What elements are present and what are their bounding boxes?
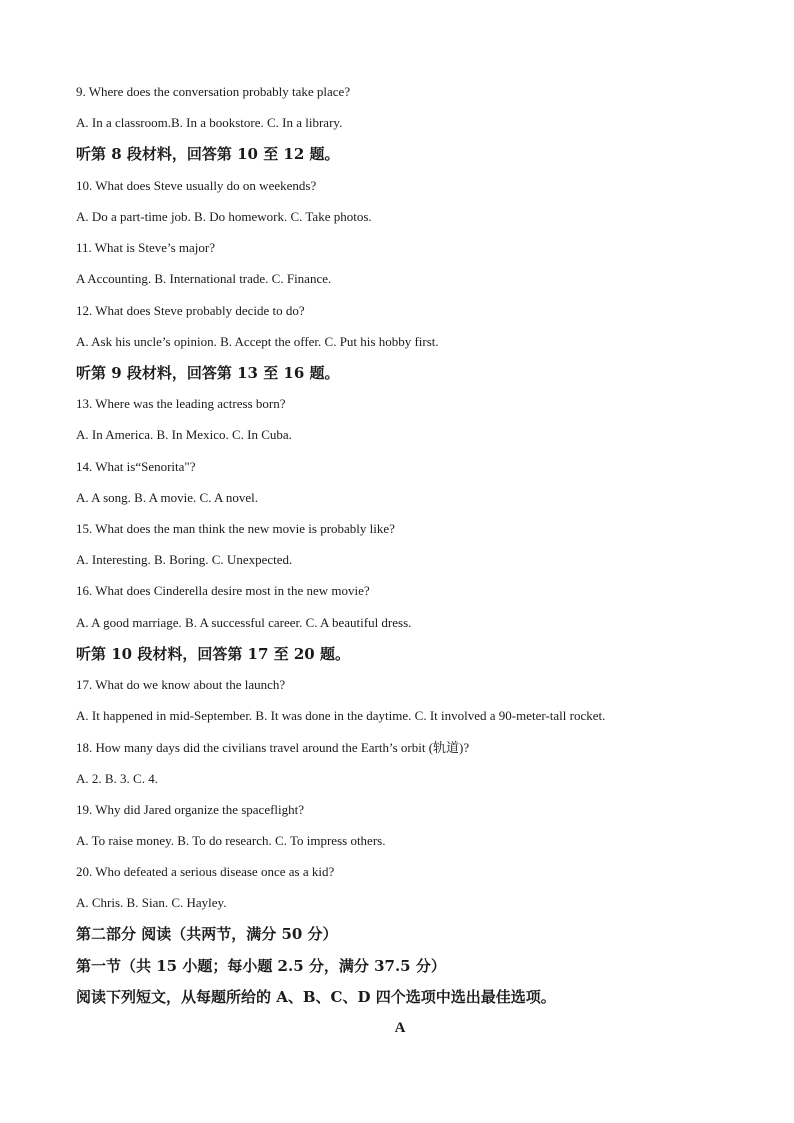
question-18: 18. How many days did the civilians travel around the Earth’s orbit (轨道)? [76, 740, 470, 755]
options-11: A Accounting. B. International trade. C. Finance. [76, 271, 332, 286]
question-16: 16. What does Cinderella desire most in the new movie? [76, 583, 370, 598]
question-9: 9. Where does the conversation probably take place? [76, 84, 351, 99]
question-12: 12. What does Steve probably decide to do? [76, 303, 305, 318]
section-heading-8: 听第 8 段材料，回答第 10 至 12 题。 [76, 145, 340, 163]
question-15: 15. What does the man think the new movie is probably like? [76, 521, 395, 536]
options-17: A. It happened in mid-September. B. It was done in the daytime. C. It involved a 90-meter-tall rocket. [76, 708, 606, 723]
options-16: A. A good marriage. B. A successful career. C. A beautiful dress. [76, 615, 412, 630]
section-heading-9: 听第 9 段材料，回答第 13 至 16 题。 [76, 364, 340, 382]
question-13: 13. Where was the leading actress born? [76, 396, 286, 411]
question-20: 20. Who defeated a serious disease once as a kid? [76, 864, 335, 879]
question-17: 17. What do we know about the launch? [76, 677, 286, 692]
passage-label-a: A [394, 1020, 406, 1036]
options-12: A. Ask his uncle’s opinion. B. Accept the offer. C. Put his hobby first. [76, 334, 439, 349]
options-15: A. Interesting. B. Boring. C. Unexpected. [76, 552, 293, 567]
reading-instruction: 阅读下列短文，从每题所给的 A、B、C、D 四个选项中选出最佳选项。 [76, 988, 556, 1006]
question-10: 10. What does Steve usually do on weekends? [76, 178, 317, 193]
options-14: A. A song. B. A movie. C. A novel. [76, 490, 259, 505]
options-9: A. In a classroom.B. In a bookstore. C. In a library. [76, 115, 343, 130]
options-19: A. To raise money. B. To do research. C. To impress others. [76, 833, 386, 848]
question-11: 11. What is Steve’s major? [76, 240, 216, 255]
options-13: A. In America. B. In Mexico. C. In Cuba. [76, 427, 292, 442]
question-19: 19. Why did Jared organize the spaceflight? [76, 802, 305, 817]
question-14: 14. What is“Senorita"? [76, 459, 196, 474]
options-18: A. 2. B. 3. C. 4. [76, 771, 158, 786]
options-10: A. Do a part-time job. B. Do homework. C. Take photos. [76, 209, 372, 224]
part-two-heading: 第二部分 阅读（共两节，满分 50 分） [76, 925, 338, 943]
section-heading-10: 听第 10 段材料，回答第 17 至 20 题。 [76, 645, 350, 663]
section-one-heading: 第一节（共 15 小题；每小题 2.5 分，满分 37.5 分） [76, 957, 446, 975]
options-20: A. Chris. B. Sian. C. Hayley. [76, 895, 227, 910]
